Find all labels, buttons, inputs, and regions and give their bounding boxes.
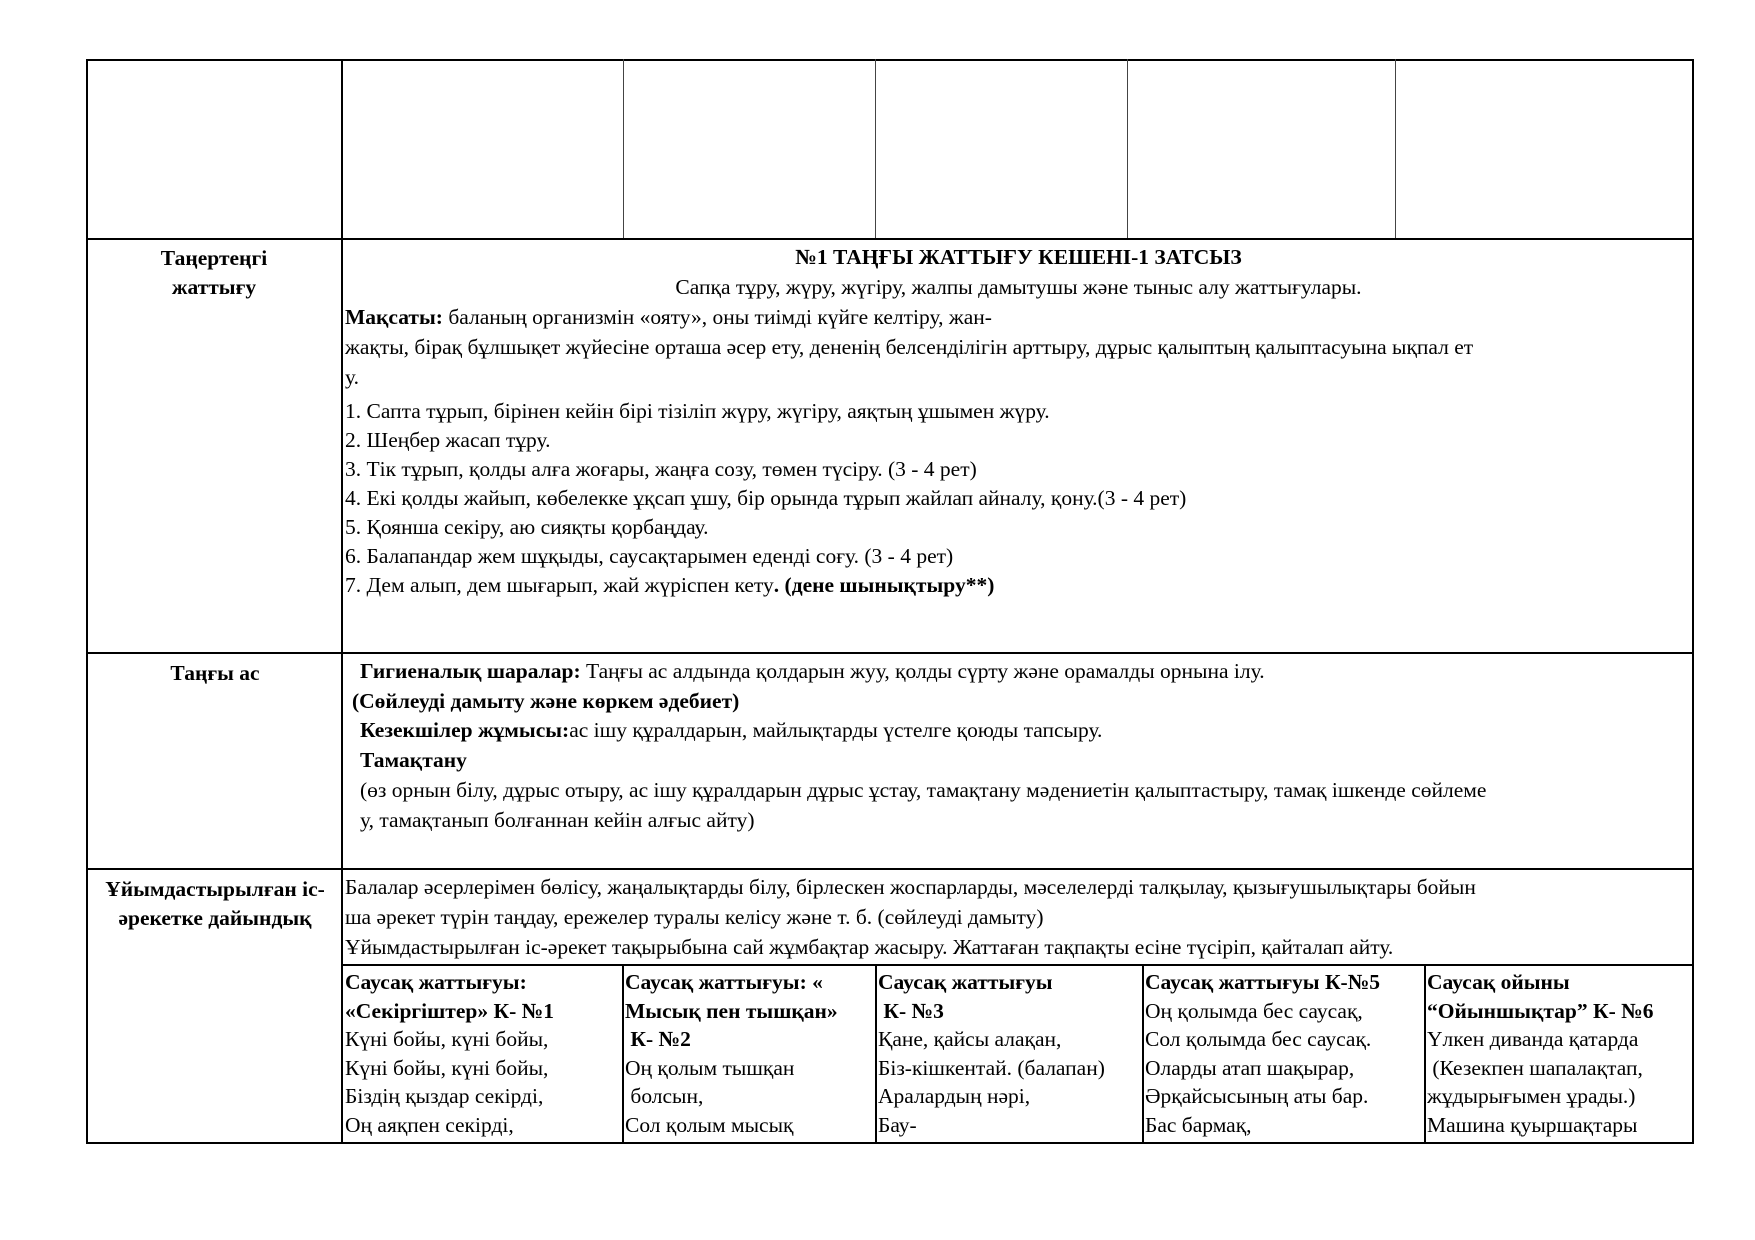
eating-label: Тамақтану (360, 748, 467, 772)
col1-title-1: Саусақ жаттығуы: (345, 970, 527, 994)
duty-label: Кезекшілер жұмысы: (360, 718, 570, 742)
preparation-label: Ұйымдастырылған іс-әрекетке дайындық (105, 877, 325, 930)
goal-text-1: баланың организмін «ояту», оны тиімді күйге келтіру, жан- (442, 305, 992, 329)
col5-line: (Кезекпен шапалақтап, (1427, 1055, 1643, 1080)
col3-line: Қане, қайсы алақан, (878, 1027, 1062, 1051)
hygiene-label: Гигиеналық шаралар: (360, 659, 581, 683)
top-col-divider-3 (1127, 59, 1128, 238)
exercise-item: 1. Сапта тұрып, бірінен кейін бірі тізіліп жүру, жүгіру, аяқтың ұшымен жүру. (345, 399, 1050, 423)
col3-line: Біз-кішкентай. (балапан) (878, 1055, 1105, 1080)
breakfast-label: Таңғы ас (170, 661, 260, 685)
sub-col-divider-1 (622, 964, 624, 1144)
col4-line: Бас бармақ, (1145, 1112, 1252, 1137)
row-divider-3 (86, 868, 1694, 870)
col1-line: Күні бойы, күні бойы, (345, 1027, 549, 1051)
col2-line: болсын, (625, 1084, 704, 1108)
finger-game-col-5 (1427, 968, 1693, 1142)
col4-line: Әрқайсысының аты бар. (1145, 1084, 1369, 1108)
col2-title-2: Мысық пен тышқан» (625, 998, 838, 1023)
row-divider-2 (86, 652, 1694, 654)
col5-title-1: Саусақ ойыны (1427, 970, 1570, 994)
col2-line: Сол қолым мысық (625, 1112, 794, 1137)
col5-line: Үлкен диванда қатарда (1427, 1027, 1639, 1051)
sub-col-divider-2 (875, 964, 877, 1144)
exercise-title: №1 ТАҢҒЫ ЖАТТЫҒУ КЕШЕНІ-1 ЗАТСЫЗ (795, 245, 1242, 269)
exercise-subtitle: Сапқа тұру, жүру, жүгіру, жалпы дамытушы және тыныс алу жаттығулары. (675, 275, 1362, 299)
top-col-divider-2 (875, 59, 876, 238)
goal-label: Мақсаты: (345, 305, 443, 329)
eating-text-2: у, тамақтанып болғаннан кейін алғыс айту) (360, 808, 755, 832)
col4-title-1: Саусақ жаттығуы К-№5 (1145, 970, 1381, 994)
col1-title-2: «Секіргіштер» К- №1 (345, 998, 554, 1023)
finger-exercise-col-4 (1145, 968, 1423, 1142)
top-col-divider-1 (623, 59, 624, 238)
duty-line (360, 716, 1102, 745)
exercise-item: 3. Тік тұрып, қолды алға жоғары, жаңға созу, төмен түсіру. (3 - 4 рет) (345, 457, 977, 481)
finger-exercise-col-1 (345, 968, 621, 1142)
col4-line: Оң қолымда бес саусақ, (1145, 998, 1363, 1023)
duty-text: ас ішу құралдарын, майлықтарды үстелге қоюды тапсыру. (569, 718, 1103, 742)
col2-title-1: Саусақ жаттығуы: « (625, 970, 823, 994)
col2-line: Оң қолым тышқан (625, 1055, 795, 1080)
preparation-text-1: Балалар әсерлерімен бөлісу, жаңалықтарды білу, бірлескен жоспарларды, мәселелерді талқылау, қызығушылықтары бойын (345, 875, 1476, 899)
subtable-top (341, 964, 1694, 966)
exercise-item: 5. Қоянша секіру, аю сияқты қорбаңдау. (345, 515, 709, 539)
col1-line: Біздің қыздар секірді, (345, 1084, 544, 1108)
label-column-divider (341, 59, 343, 1144)
item7-text: 7. Дем алып, дем шығарып, жай жүріспен кету (345, 573, 774, 597)
top-col-divider-4 (1395, 59, 1396, 238)
hygiene-line (360, 657, 1265, 686)
preparation-text-2: ша әрекет түрін таңдау, ережелер туралы келісу және т. б. (сөйлеуді дамыту) (345, 905, 1044, 929)
col3-title-2: К- №3 (878, 998, 944, 1023)
col4-line: Оларды атап шақырар, (1145, 1055, 1355, 1080)
morning-exercise-label: Таңертеңгі жаттығу (160, 246, 268, 299)
goal-text-2: жақты, бірақ бұлшықет жүйесіне орташа әсер ету, дененің белсенділігін арттыру, дұрыс қалыптың қалыптасуына ықпал ет (345, 335, 1474, 359)
row-divider-1 (86, 238, 1694, 240)
col3-title-1: Саусақ жаттығуы (878, 970, 1053, 994)
col2-title-3: К- №2 (625, 1027, 691, 1051)
sub-col-divider-4 (1424, 964, 1426, 1144)
exercise-item: 6. Балапандар жем шұқыды, саусақтарымен еденді соғу. (3 - 4 рет) (345, 544, 954, 568)
exercise-item: 2. Шеңбер жасап тұру. (345, 428, 551, 452)
col5-line: жұдырығымен ұрады.) (1427, 1084, 1636, 1108)
col1-line: Оң аяқпен секірді, (345, 1112, 514, 1137)
exercise-item: 4. Екі қолды жайып, көбелекке ұқсап ұшу, бір орында тұрып жайлап айналу, қону.(3 - 4 рет) (345, 486, 1187, 510)
preparation-text-3: Ұйымдастырылған іс-әрекет тақырыбына сай жұмбақтар жасыру. Жаттаған тақпақты есіне түсіріп, қайталап айту. (345, 935, 1394, 959)
eating-text-1: (өз орнын білу, дұрыс отыру, ас ішу құралдарын дұрыс ұстау, тамақтану мәдениетін қалыптастыру, тамақ ішкенде сөйлеме (360, 778, 1487, 802)
col1-line: Күні бойы, күні бойы, (345, 1055, 549, 1080)
item7-bold: . (дене шынықтыру**) (773, 573, 995, 597)
speech-development: (Сөйлеуді дамыту және көркем әдебиет) (352, 689, 740, 713)
sub-col-divider-3 (1142, 964, 1144, 1144)
goal-text-3: у. (345, 365, 359, 389)
exercise-goal (345, 303, 992, 332)
hygiene-text: Таңғы ас алдында қолдарын жуу, қолды сүрту және орамалды орнына ілу. (580, 659, 1265, 683)
finger-exercise-col-2 (625, 968, 874, 1142)
col3-line: Аралардың нәрі, (878, 1084, 1031, 1108)
col4-line: Сол қолымда бес саусақ. (1145, 1027, 1372, 1051)
exercise-item-7 (345, 571, 994, 600)
col3-line: Бау- (878, 1112, 917, 1137)
col5-line: Машина қуыршақтары (1427, 1112, 1638, 1137)
finger-exercise-col-3 (878, 968, 1141, 1142)
col5-title-2: “Ойыншықтар” К- №6 (1427, 998, 1654, 1023)
